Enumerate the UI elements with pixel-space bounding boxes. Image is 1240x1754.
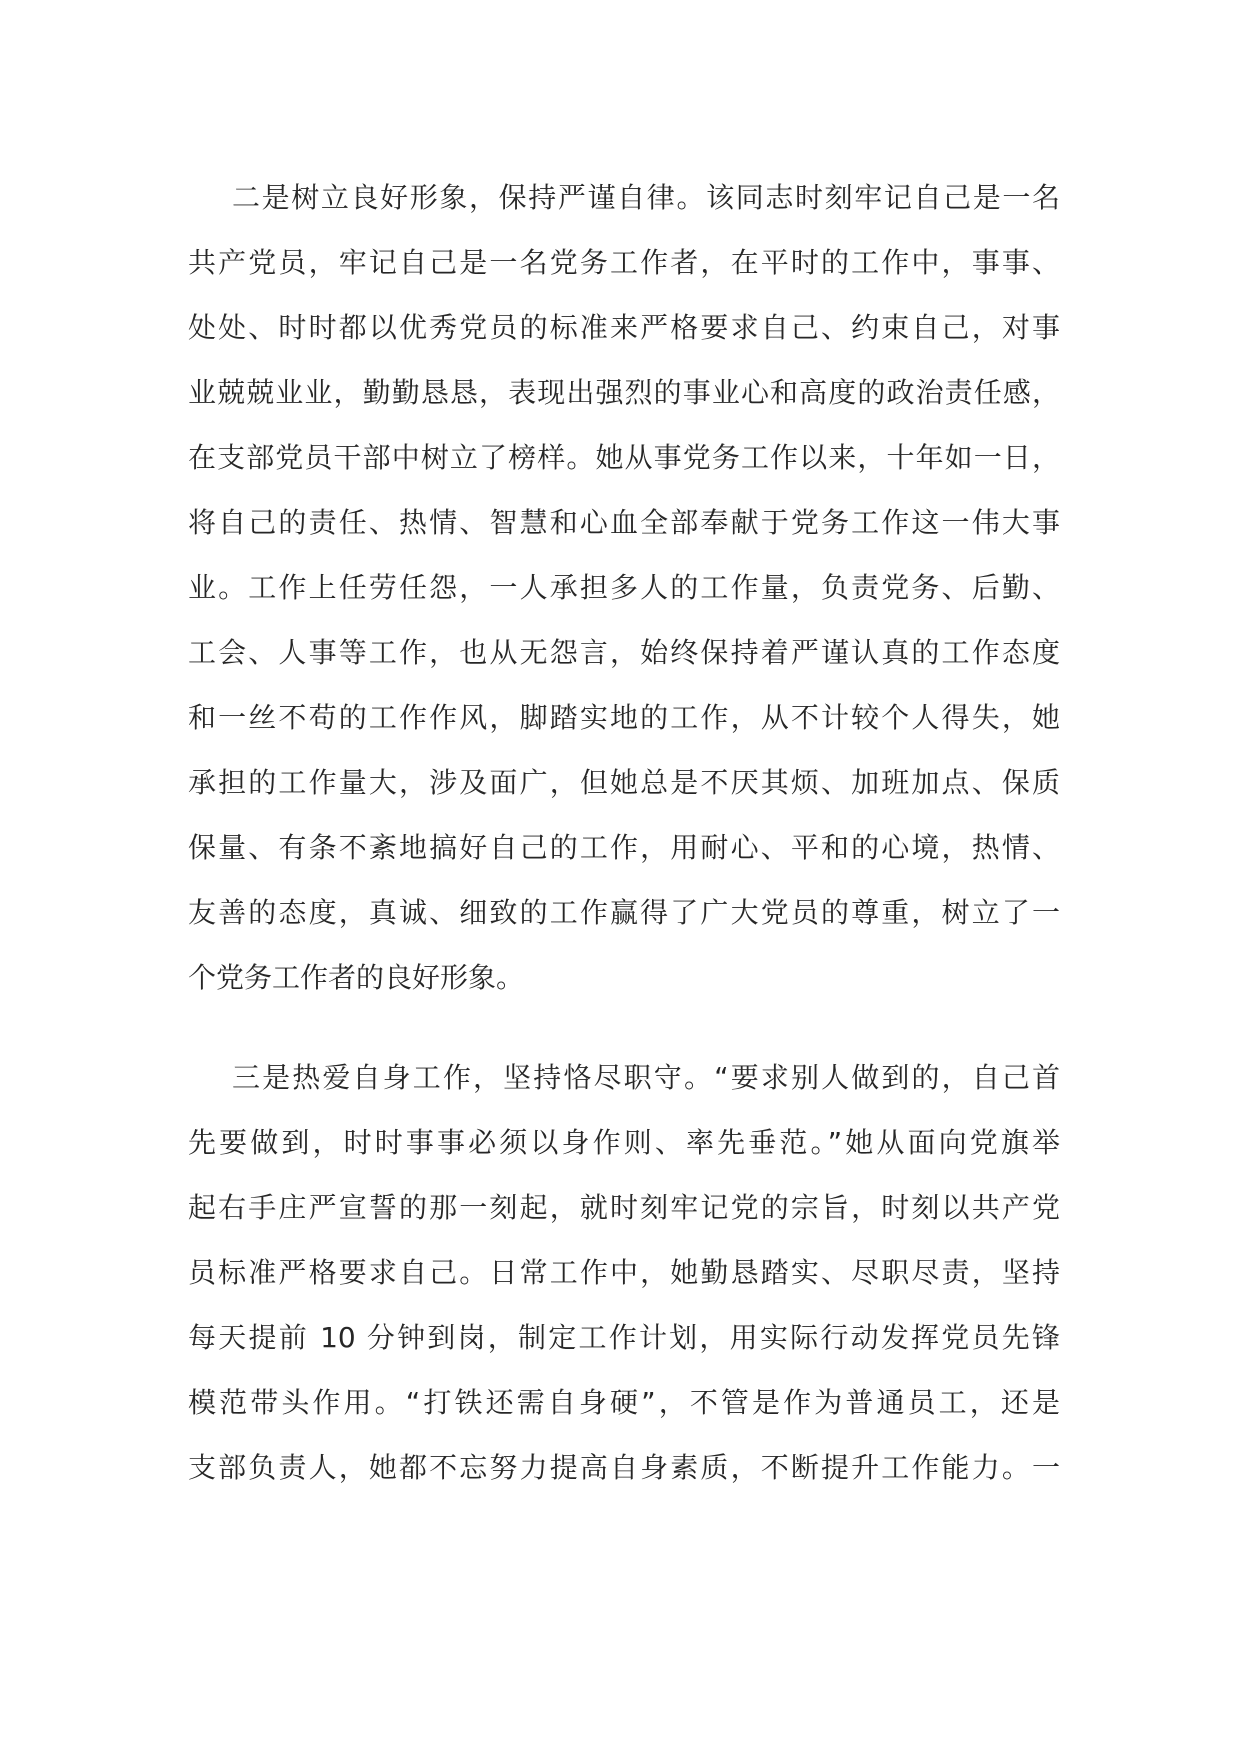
paragraph-line: 先要做到，时时事事必须以身作则、率先垂范。”她从面向党旗举: [188, 1126, 1060, 1159]
paragraph-line: 三是热爱自身工作，坚持恪尽职守。“要求别人做到的，自己首: [232, 1061, 1060, 1094]
paragraph-line: 将自己的责任、热情、智慧和心血全部奉献于党务工作这一伟大事: [188, 506, 1060, 539]
paragraph-line: 和一丝不苟的工作作风，脚踏实地的工作，从不计较个人得失，她: [188, 701, 1060, 734]
paragraph-line: 处处、时时都以优秀党员的标准来严格要求自己、约束自己，对事: [188, 311, 1060, 344]
paragraph-line: 保量、有条不紊地搞好自己的工作，用耐心、平和的心境，热情、: [188, 831, 1060, 864]
paragraph-line: 工会、人事等工作，也从无怨言，始终保持着严谨认真的工作态度: [188, 636, 1060, 669]
paragraph-line: 起右手庄严宣誓的那一刻起，就时刻牢记党的宗旨，时刻以共产党: [188, 1191, 1060, 1224]
paragraph-line: 业。工作上任劳任怨，一人承担多人的工作量，负责党务、后勤、: [188, 571, 1060, 604]
paragraph-line: 二是树立良好形象，保持严谨自律。该同志时刻牢记自己是一名: [232, 181, 1060, 214]
paragraph-line: 业兢兢业业，勤勤恳恳，表现出强烈的事业心和高度的政治责任感，: [188, 376, 1060, 409]
paragraph-line: 支部负责人，她都不忘努力提高自身素质，不断提升工作能力。一: [188, 1451, 1060, 1484]
paragraph-line: 每天提前 10 分钟到岗，制定工作计划，用实际行动发挥党员先锋: [188, 1321, 1060, 1354]
paragraph-line: 在支部党员干部中树立了榜样。她从事党务工作以来，十年如一日，: [188, 441, 1060, 474]
paragraph-line: 友善的态度，真诚、细致的工作赢得了广大党员的尊重，树立了一: [188, 896, 1060, 929]
paragraph-1: [188, 165, 1060, 1010]
paragraph-line: 共产党员，牢记自己是一名党务工作者，在平时的工作中，事事、: [188, 246, 1060, 279]
paragraph-line: 员标准严格要求自己。日常工作中，她勤恳踏实、尽职尽责，坚持: [188, 1256, 1060, 1289]
paragraph-line: 承担的工作量大，涉及面广，但她总是不厌其烦、加班加点、保质: [188, 766, 1060, 799]
paragraph-line: 模范带头作用。“打铁还需自身硬”，不管是作为普通员工，还是: [188, 1386, 1060, 1419]
paragraph-2: [188, 1045, 1060, 1500]
paragraph-line: 个党务工作者的良好形象。: [188, 961, 525, 994]
